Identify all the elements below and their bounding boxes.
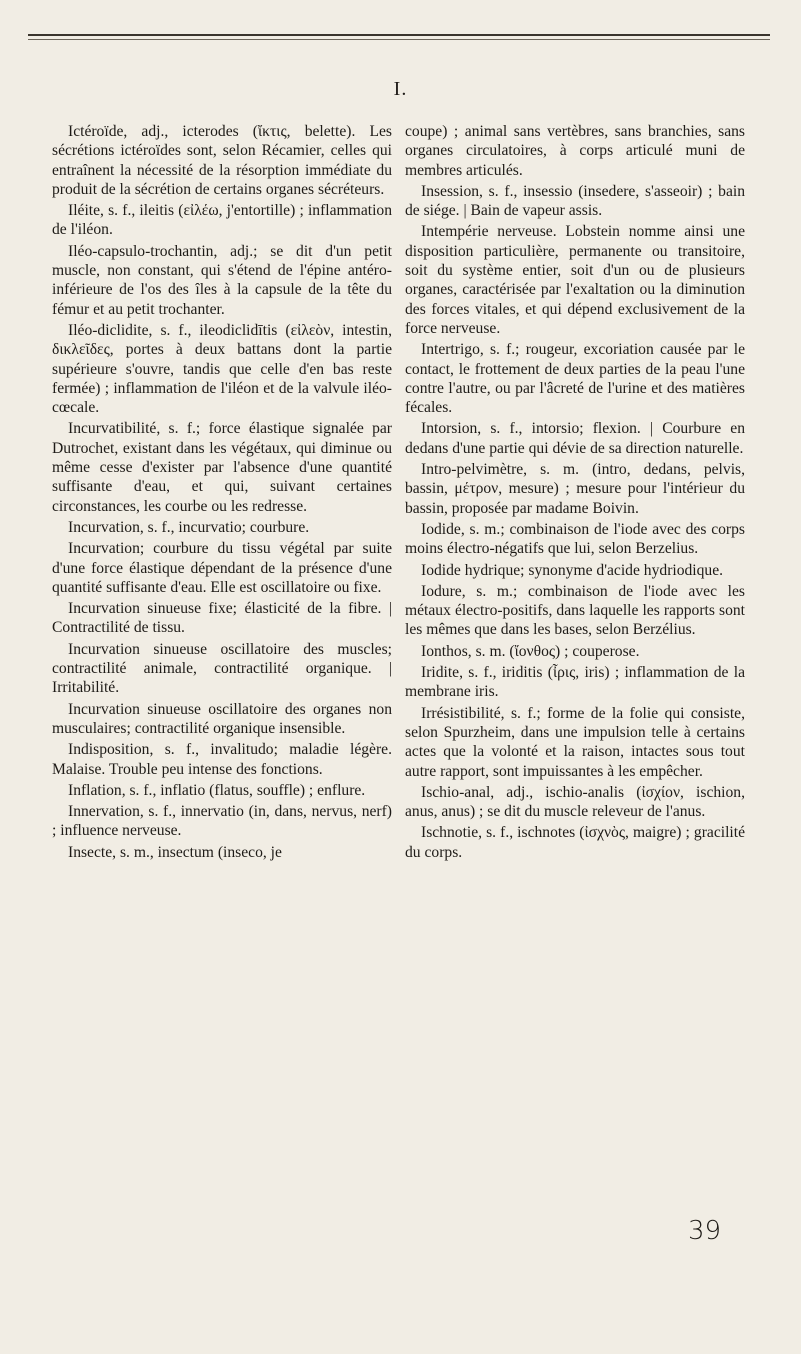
section-letter: I. <box>393 78 408 100</box>
right-column <box>405 122 745 864</box>
entry: Indisposition, s. f., invalitudo; maladie légère. Malaise. Trouble peu intense des fonctions. <box>52 741 392 778</box>
entry: Ischnotie, s. f., ischnotes (ἰσχνὸς, maigre) ; gracilité du corps. <box>405 824 745 861</box>
entry: Iléite, s. f., ileitis (εἰλέω, j'entortille) ; inflammation de l'iléon. <box>52 202 392 239</box>
entry: Intorsion, s. f., intorsio; flexion. | Courbure en dedans d'une partie qui dévie de sa direction naturelle. <box>405 420 745 457</box>
entry: Incurvation sinueuse fixe; élasticité de la fibre. | Contractilité de tissu. <box>52 600 392 637</box>
entry: Iodide hydrique; synonyme d'acide hydriodique. <box>421 561 724 579</box>
entry: Incurvation, s. f., incurvatio; courbure. <box>68 518 310 536</box>
entry: Incurvatibilité, s. f.; force élastique signalée par Dutrochet, existant dans les végétaux, qui diminue ou même cesse d'exister par l'absence d'une quantité suffisante d'eau, et qui, suivant certaines circonstances, les courbe ou les redresse. <box>52 420 392 515</box>
entry: Intertrigo, s. f.; rougeur, excoriation causée par le contact, le frottement de deux parties de la peau l'une contre l'autre, ou par l'âcreté de l'urine et des matières fécales. <box>405 341 745 417</box>
entry: Iodide, s. m.; combinaison de l'iode avec des corps moins électro-négatifs que lui, selon Berzelius. <box>405 520 745 558</box>
page-number: 39 <box>688 1216 722 1246</box>
entry: Intempérie nerveuse. Lobstein nomme ainsi une disposition particulière, permanente ou transitoire, soit du système entier, soit d'un ou de plusieurs organes, caractérisée par l'exaltation ou la diminution des forces vitales, et qui dépend exclusivement de la force nerveuse. <box>405 223 745 337</box>
entry-continued: coupe) ; animal sans vertèbres, sans branchies, sans organes circulatoires, à corps articulé muni de membres articulés. <box>405 123 745 179</box>
left-column <box>52 122 392 864</box>
entry: Insecte, s. m., insectum (inseco, je <box>68 843 282 861</box>
top-rule <box>28 34 770 36</box>
entry: Insession, s. f., insessio (insedere, s'asseoir) ; bain de siége. | Bain de vapeur assis. <box>405 182 745 220</box>
entry: Intro-pelvimètre, s. m. (intro, dedans, pelvis, bassin, μέτρον, mesure) ; mesure pour l'intérieur du bassin, proposée par madame Boivin. <box>405 461 745 517</box>
entry: Innervation, s. f., innervatio (in, dans, nervus, nerf) ; influence nerveuse. <box>52 803 392 840</box>
top-rule-thin <box>28 39 770 40</box>
entry: Iridite, s. f., iriditis (ἶρις, iris) ; inflammation de la membrane iris. <box>405 664 745 701</box>
entry: Iodure, s. m.; combinaison de l'iode avec les métaux électro-positifs, dans laquelle les rapports sont les mêmes que dans les bases, selon Berzélius. <box>405 582 745 639</box>
entry: Iléo-diclidite, s. f., ileodiclidītis (εἰλεὸν, intestin, δικλεῖδες, portes à deux battans dont la partie supérieure s'ouvre, tandis que celle d'en bas reste fermée) ; inflammation de l'iléon et de la valvule iléo-cœcale. <box>52 321 392 417</box>
entry: Ionthos, s. m. (ἴονθος) ; couperose. <box>421 642 640 660</box>
entry: Incurvation; courbure du tissu végétal par suite d'une force élastique dépendant de la présence d'une quantité suffisante d'eau. Elle est oscillatoire ou fixe. <box>52 540 392 596</box>
entry: Incurvation sinueuse oscillatoire des muscles; contractilité animale, contractilité organique. | Irritabilité. <box>52 640 392 697</box>
entry: Incurvation sinueuse oscillatoire des organes non musculaires; contractilité organique insensible. <box>52 700 392 737</box>
entry: Iléo-capsulo-trochantin, adj.; se dit d'un petit muscle, non constant, qui s'étend de l'épine antéro-inférieure de l'os des îles à la capsule de la tête du fémur et au petit trochanter. <box>52 242 392 318</box>
entry: Ischio-anal, adj., ischio-analis (ἰσχίον, ischion, anus, anus) ; se dit du muscle releveur de l'anus. <box>405 783 745 821</box>
entry: Irrésistibilité, s. f.; forme de la folie qui consiste, selon Spurzheim, dans une impulsion telle à certains actes que la volonté et la raison, intactes sous tout autre rapport, sont impuissantes à les empêcher. <box>405 704 745 780</box>
entry: Ictéroïde, adj., icterodes (ἴκτις, belette). Les sécrétions ictéroïdes sont, selon Récamier, celles qui entraînent la nécessité de la résorption immédiate du produit de la sécrétion de certains organes sécréteurs. <box>52 123 392 198</box>
entry: Inflation, s. f., inflatio (flatus, souffle) ; enflure. <box>68 781 366 799</box>
